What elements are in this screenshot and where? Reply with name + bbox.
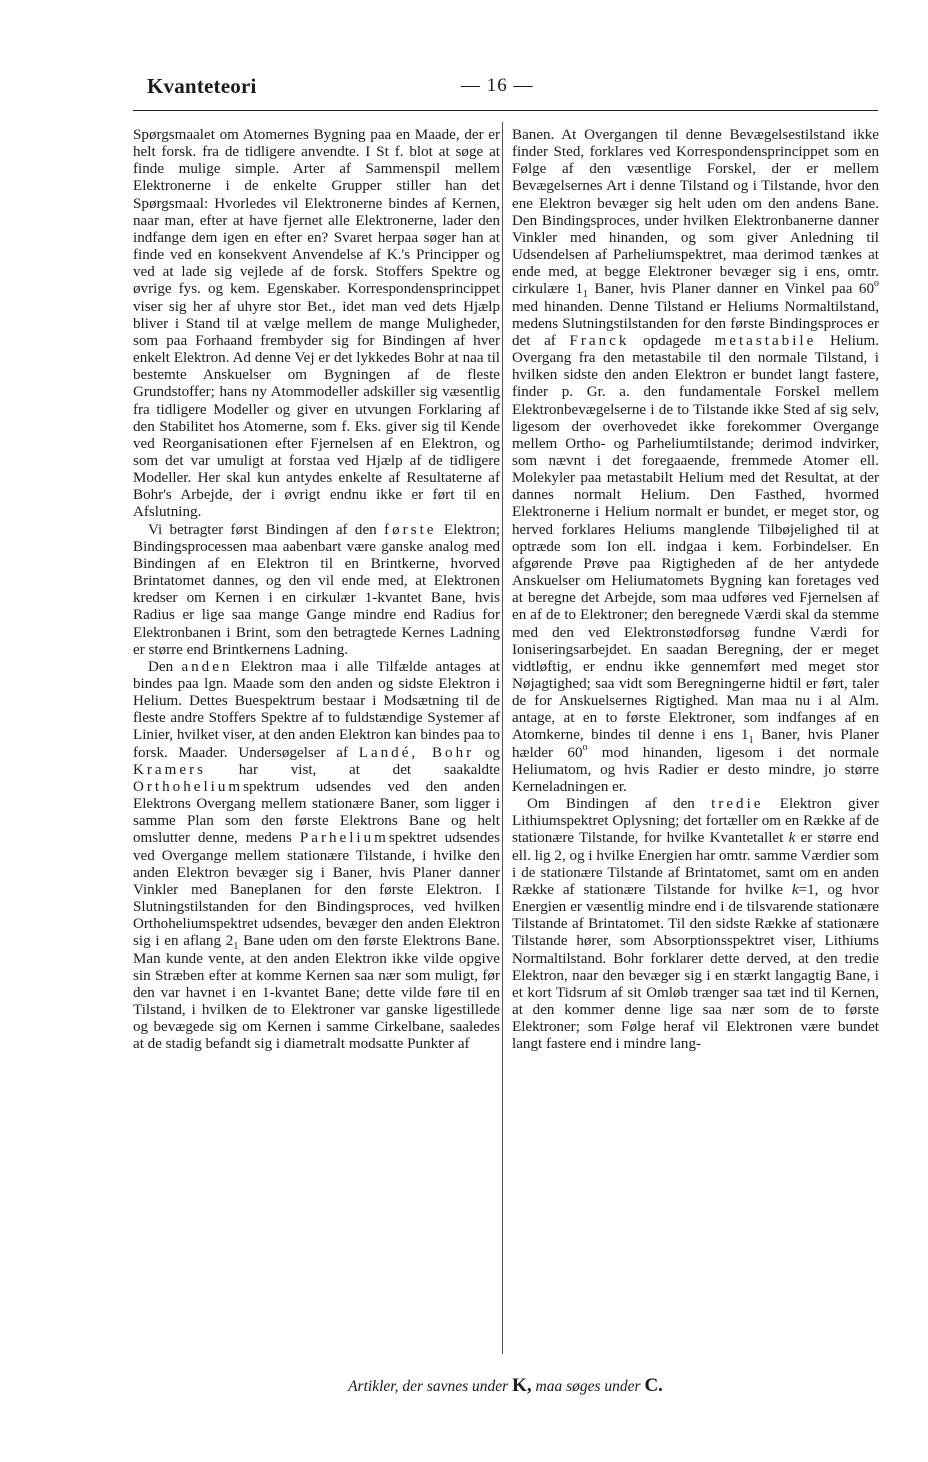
paragraph: Den anden Elektron maa i alle Tilfælde antages at bindes paa lgn. Maade som den anden og sidste Elektron i Helium. Dettes Buespektrum bestaar i Modsætning til de fleste andre Stoffers Spektre af to fuldstændige Systemer af Linier, hvilket viser, at den anden Elektron kan bindes paa to forsk. Maader. Undersøgelser af Landé, Bohr og Kramers har vist, at det saakaldte Orthoheliumspektrum udsendes ved den anden Elektrons Overgang mellem stationære Baner, som ligger i samme Plan som den første Elektrons Bane og helt omslutter denne, medens Parheliumspektret udsendes ved Overgange mellem stationære Tilstande, i hvilke den anden Elektron bevæger sig i Baner, hvis Planer danner Vinkler med Baneplanen for den første Elektron. I Slutningstilstanden for den Bindingsproces, ved hvilken Orthoheliumspektret udsendes, bevæger den anden Elektron sig i en aflang $2_1$ Bane uden om den første Elektrons Bane. Man kunde vente, at den anden Elektron ikke vilde opgive sin Stræben efter at komme Kernen saa nær som muligt, før den var havnet i en 1-kvantet Bane; dette vilde føre til en Tilstand, i hvilken de to Elektroner var ganske ligestillede og bevægede sig om Kernen i samme Cirkelbane, saaledes at de stadig befandt sig i diametralt modsatte Punkter af bbox=[133, 658, 501, 1053]
page-header bbox=[133, 72, 878, 106]
footer-note: Artikler, der savnes under K, maa søges under C. bbox=[348, 1375, 663, 1396]
left-column bbox=[133, 127, 500, 1053]
header-rule bbox=[133, 110, 878, 111]
column-divider bbox=[502, 122, 503, 1354]
right-column bbox=[512, 127, 879, 1053]
running-title: Kvanteteori bbox=[147, 74, 257, 98]
page-number: — 16 — bbox=[461, 75, 534, 96]
paragraph: Banen. At Overgangen til denne Bevægelsestilstand ikke finder Sted, forklares ved Korrespondensprincippet som en Følge af den væsentlige Forskel, der er mellem Bevægelsernes Art i denne Tilstand og i Tilstande, hvor den ene Elektron bevæger sig helt uden om den andens Bane. Den Bindingsproces, under hvilken Elektronbanerne danner Vinkler med hinanden, og som giver Anledning til Udsendelsen af Parheliumspektret, maa derimod tænkes at ende med, at begge Elektroner bevæger sig i ens, omtr. cirkulære $1_1$ Baner, hvis Planer danner en Vinkel paa 60$^o$ med hinanden. Denne Tilstand er Heliums Normaltilstand, medens Slutningstilstanden for den første Bindingsproces er det af Franck opdagede metastabile Helium. Overgang fra den metastabile til den normale Tilstand, i hvilken sidste den anden Elektron er bundet langt fastere, finder p. Gr. a. den fundamentale Forskel mellem Elektronbevægelserne i de to Tilstande ikke Sted af sig selv, ligesom der overhovedet ikke forekommer Overgange mellem Ortho- og Parheliumtilstande; derimod indvirker, som nævnt i det foregaaende, fremmede Atomer ell. Molekyler paa metastabilt Helium med det Resultat, at der dannes normalt Helium. Den Fasthed, hvormed Elektronerne i Helium normalt er bundet, er meget stor, og herved forklares Heliums manglende Tilbøjelighed til at optræde som Ion ell. indgaa i kem. Forbindelser. En afgørende Prøve paa Rigtigheden af de her antydede Anskuelser om Heliumatomets Bygning kan foretages ved at beregne det Arbejde, som maa udføres ved Fjernelsen af en af de to Elektroner; den beregnede Værdi skal da stemme med den ved Elektronstødforsøg fundne Værdi for Ioniseringsarbejdet. En saadan Beregning, der er meget vidtløftig, er endnu ikke gennemført med meget stor Nøjagtighed; saa vidt som Beregningerne hidtil er ført, taler de for Anskuelsernes Rigtighed. Man maa nu i al Alm. antage, at en to første Elektroner, som indfanges af en Atomkerne, bindes til denne i ens $1_1$ Baner, hvis Planer hælder 60$^o$ mod hinanden, ligesom i det normale Heliumatom, og hvis Radier er desto mindre, jo større Kerneladningen er. bbox=[512, 127, 880, 795]
paragraph: Om Bindingen af den tredie Elektron giver Lithiumspektret Oplysning; det fortæller om en Række af de stationære Tilstande, for hvilke Kvantetallet k er større end ell. lig 2, og i hvilke Energien har omtr. samme Værdier som i de stationære Tilstande af Brintatomet, samt om en anden Række af stationære Tilstande for hvilke k=1, og hvor Energien er væsentlig mindre end i de tilsvarende stationære Tilstande af Brintatomet. Til den sidste Række af stationære Tilstande hører, som Absorptionsspektret viser, Lithiums Normaltilstand. Bohr forklarer dette derved, at den tredie Elektron, naar den bevæger sig i en stærkt langagtig Bane, i et kort Tidsrum af sit Omløb trænger saa tæt ind til Kernen, at den kommer denne lige saa nær som de to første Elektroner; som Følge heraf vil Elektronen være bundet langt fastere end i mindre lang- bbox=[512, 796, 879, 1053]
paragraph: Vi betragter først Bindingen af den første Elektron; Bindingsprocessen maa aabenbart være ganske analog med Bindingen af en Elektron til en Brintkerne, hvorved Brintatomet dannes, og den vil ende med, at Elektronen kredser om Kernen i en cirkulær 1-kvantet Bane, hvis Radius er lige saa mange Gange mindre end Radius for Elektronbanen i Brint, som den betragtede Kernes Ladning er større end Brintkernens Ladning. bbox=[133, 521, 501, 658]
paragraph: Spørgsmaalet om Atomernes Bygning paa en Maade, der er helt forsk. fra de tidligere anvendte. I St f. blot at søge at finde mulige simple. Arter af Sammenspil mellem Elektronerne i de enkelte Grupper stiller han det Spørgsmaal: Hvorledes vil Elektronerne bindes af Kernen, naar man, efter at have fjernet alle Elektronerne, lader den indfange dem igen en efter en? Svaret herpaa søger han at finde ved en konsekvent Anvendelse af K.'s Principper og ved at lade sig vejlede af de forsk. Stoffers Spektre og øvrige fys. og kem. Egenskaber. Korrespondensprincippet viser sig her af uhyre stor Bet., idet man ved dets Hjælp bliver i Stand til at vælge mellem de mange Muligheder, som paa Forhaand frembyder sig for Bindingen af hver enkelt Elektron. Ad denne Vej er det lykkedes Bohr at naa til bestemte Anskuelser om Bygningen af de fleste Grundstoffer; hans ny Atommodeller adskiller sig væsentlig fra tidligere Modeller og giver en utvungen Forklaring af den Stabilitet hos Atomerne, som f. Eks. giver sig til Kende ved Reorganisationen efter Fjernelsen af en Elektron, og som det var umuligt at forstaa ved Hjælp af de tidligere Modeller. Her skal kun antydes enkelte af Resultaterne af Bohr's Arbejde, der i øvrigt endnu ikke er ført til en Afslutning. bbox=[133, 127, 500, 521]
